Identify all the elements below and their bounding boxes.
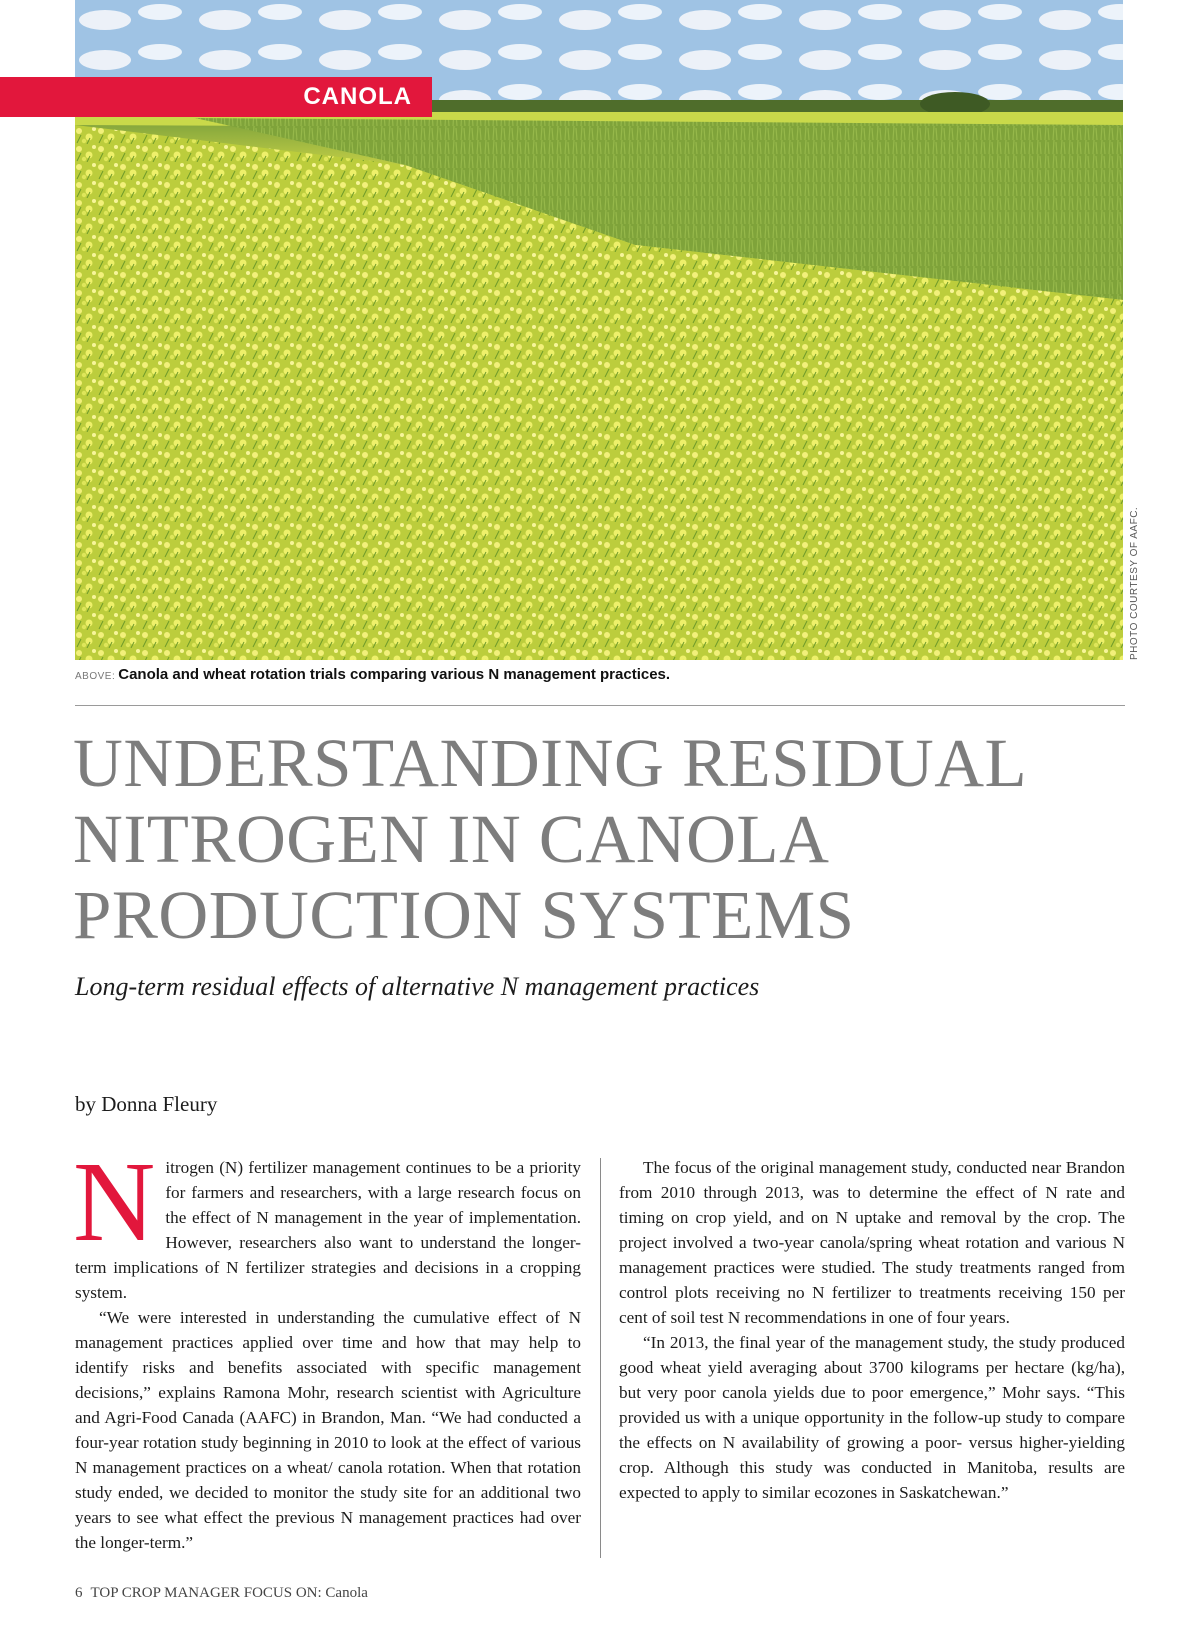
byline: by Donna Fleury xyxy=(75,1092,218,1116)
photo-credit: PHOTO COURTESY OF AAFC. xyxy=(1129,506,1140,660)
caption-text: Canola and wheat rotation trials comparing various N management practices. xyxy=(118,666,671,683)
headline-line-3: PRODUCTION SYSTEMS xyxy=(73,877,855,953)
divider-rule xyxy=(75,705,1125,706)
publication-name: TOP CROP MANAGER FOCUS ON: xyxy=(90,1585,322,1601)
caption-lead: ABOVE: xyxy=(75,671,116,682)
paragraph: The focus of the original management study, conducted near Brandon from 2010 through 2013, was to determine the effect of N rate and timing on crop yield, and on N uptake and removal by the crop. The project involved a two-year canola/spring wheat rotation and various N management practices were studied. The study treatments ranged from control plots receiving no N fertilizer to treatments receiving 150 per cent of soil test N recommendations in one of four years. xyxy=(619,1158,1125,1327)
deck-subtitle: Long-term residual effects of alternative N management practices xyxy=(75,972,760,1001)
paragraph: “We were interested in understanding the cumulative effect of N management practices applied over time and how that may help to identify risks and benefits associated with specific management decisions,” explains Ramona Mohr, research scientist with Agriculture and Agri-Food Canada (AAFC) in Brandon, Man. “We had conducted a four-year rotation study beginning in 2010 to look at the effect of various N management practices on a wheat/ canola rotation. When that rotation study ended, we decided to monitor the study site for an additional two years to see what effect the previous N management practices had over the longer-term.” xyxy=(75,1308,581,1552)
paragraph-text: itrogen (N) fertilizer management continues to be a priority for farmers and researchers, with a large research focus on the effect of N management in the year of implementation. However, researchers also want to understand the longer-term implications of N fertilizer strategies and decisions in a cropping system. xyxy=(75,1158,581,1302)
headline xyxy=(73,725,1133,953)
headline-line-1: UNDERSTANDING RESIDUAL xyxy=(73,725,1028,801)
paragraph xyxy=(73,1138,581,1305)
publication-section: Canola xyxy=(325,1585,368,1601)
headline-line-2: NITROGEN IN CANOLA xyxy=(73,801,830,877)
drop-cap: N xyxy=(73,1138,156,1265)
column-divider xyxy=(600,1158,601,1558)
photo-caption xyxy=(75,666,1125,683)
page-footer xyxy=(75,1585,368,1602)
section-tag: CANOLA xyxy=(0,77,432,117)
body-column-left xyxy=(73,1138,581,1555)
body-column-right xyxy=(619,1155,1125,1505)
paragraph: “In 2013, the final year of the management study, the study produced good wheat yield averaging about 3700 kilograms per hectare (kg/ha), but very poor canola yields due to poor emergence,” Mohr says. “This provided us with a unique opportunity in the follow-up study to compare the effects on N availability of growing a poor- versus higher-yielding crop. Although this study was conducted in Manitoba, results are expected to apply to similar ecozones in Saskatchewan.” xyxy=(619,1333,1125,1502)
page-number: 6 xyxy=(75,1585,83,1601)
